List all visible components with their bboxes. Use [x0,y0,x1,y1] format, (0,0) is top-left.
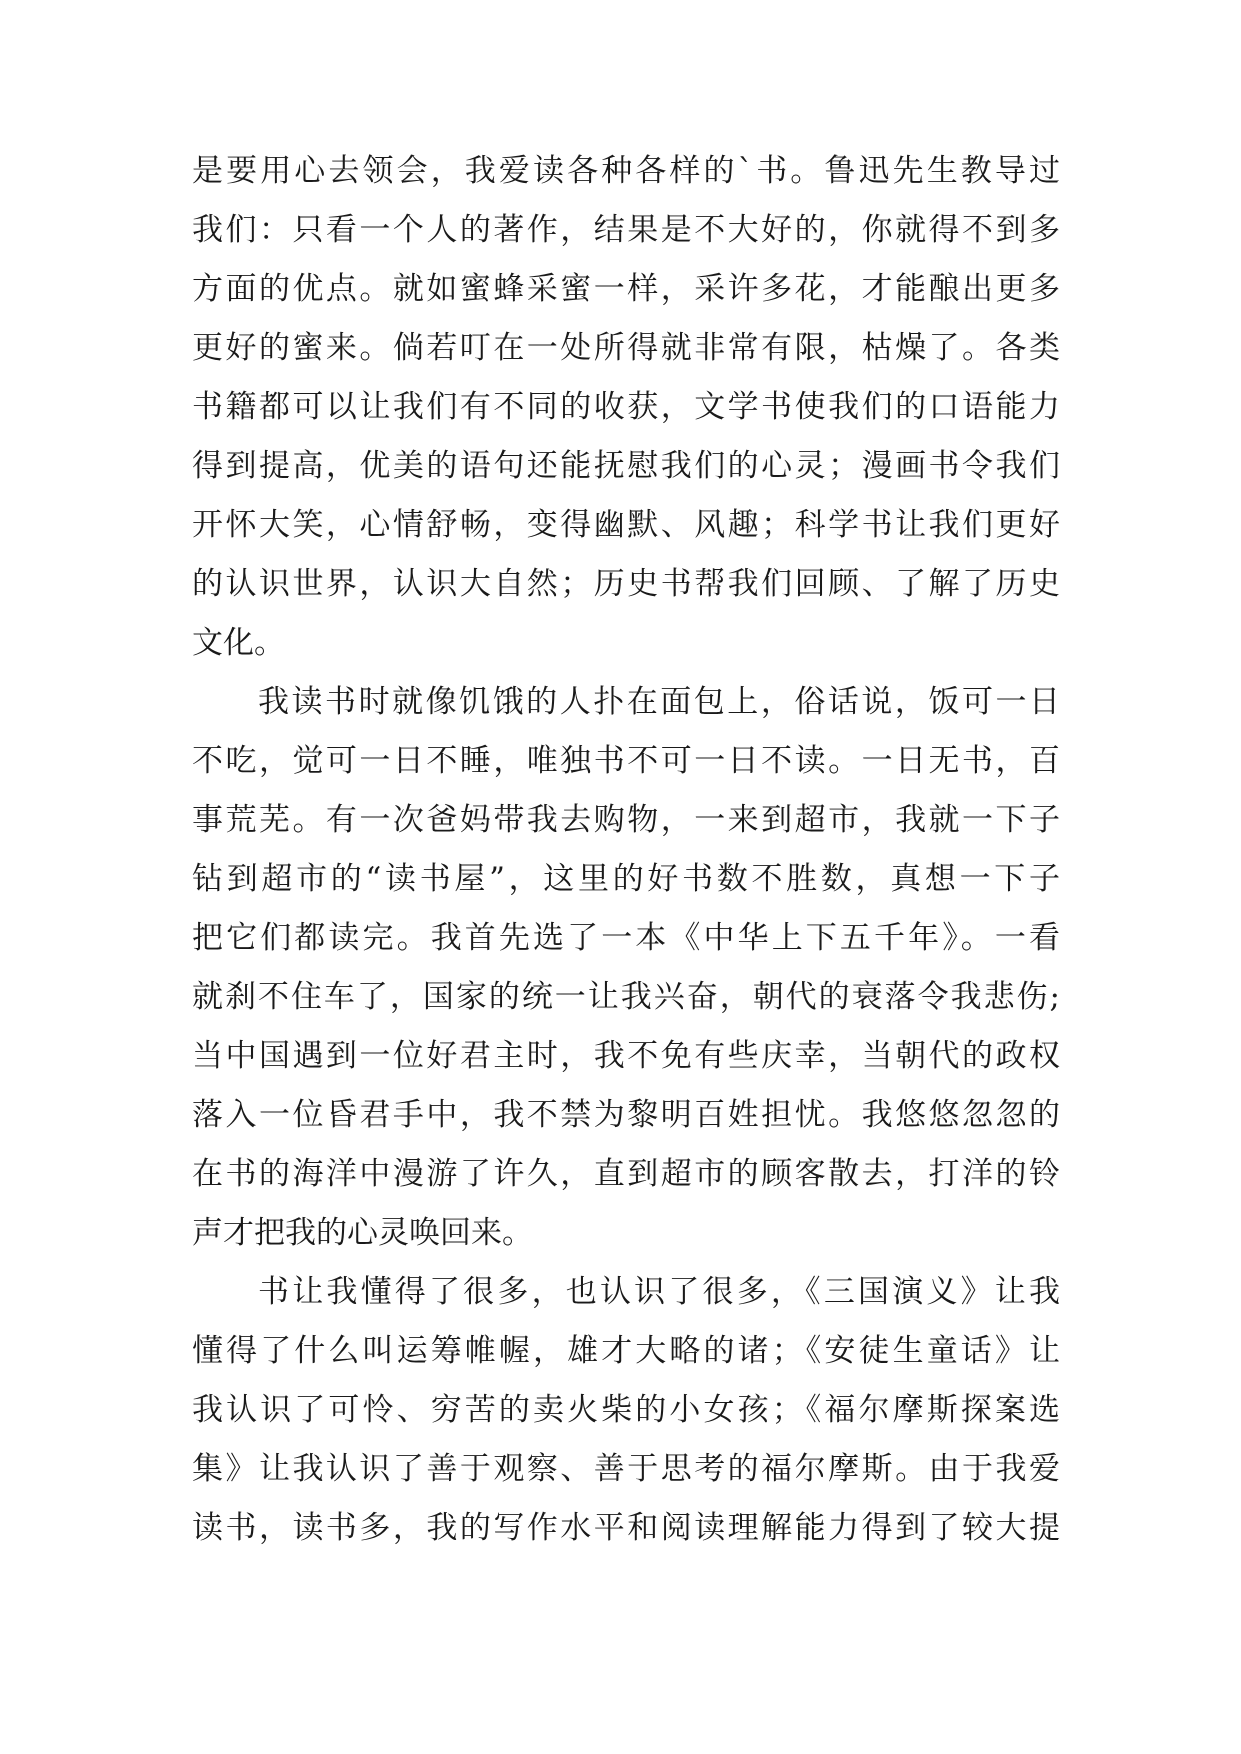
text-line: 读书，读书多，我的写作水平和阅读理解能力得到了较大提 [192,1510,1060,1546]
text-line: 集》让我认识了善于观察、善于思考的福尔摩斯。由于我爱 [192,1451,1060,1487]
text-line: 文化。 [192,625,285,661]
text-line: 就刹不住车了，国家的统一让我兴奋，朝代的衰落令我悲伤; [192,979,1060,1015]
text-line: 我认识了可怜、穷苦的卖火柴的小女孩；《福尔摩斯探案选 [192,1392,1060,1428]
text-line: 我读书时就像饥饿的人扑在面包上，俗话说，饭可一日 [258,684,1060,720]
text-line: 懂得了什么叫运筹帷幄，雄才大略的诸；《安徒生童话》让 [192,1333,1060,1369]
text-line: 更好的蜜来。倘若叮在一处所得就非常有限，枯燥了。各类 [192,330,1060,366]
text-line: 得到提高，优美的语句还能抚慰我们的心灵；漫画书令我们 [192,448,1060,484]
body-text [192,142,1060,1558]
text-line: 的认识世界，认识大自然；历史书帮我们回顾、了解了历史 [192,566,1060,602]
text-line: 把它们都读完。我首先选了一本《中华上下五千年》。一看 [192,920,1060,956]
text-line: 我们：只看一个人的著作，结果是不大好的，你就得不到多 [192,212,1060,248]
text-line: 书让我懂得了很多，也认识了很多，《三国演义》让我 [258,1274,1060,1310]
text-line: 方面的优点。就如蜜蜂采蜜一样，采许多花，才能酿出更多 [192,271,1060,307]
text-line: 在书的海洋中漫游了许久，直到超市的顾客散去，打洋的铃 [192,1156,1060,1192]
text-line: 事荒芜。有一次爸妈带我去购物，一来到超市，我就一下子 [192,802,1060,838]
text-line: 开怀大笑，心情舒畅，变得幽默、风趣；科学书让我们更好 [192,507,1060,543]
text-line: 书籍都可以让我们有不同的收获，文学书使我们的口语能力 [192,389,1060,425]
text-line: 声才把我的心灵唤回来。 [192,1215,533,1251]
text-line: 不吃，觉可一日不睡，唯独书不可一日不读。一日无书，百 [192,743,1060,779]
text-line: 是要用心去领会，我爱读各种各样的`书。鲁迅先生教导过 [192,153,1060,189]
text-line: 落入一位昏君手中，我不禁为黎明百姓担忧。我悠悠忽忽的 [192,1097,1060,1133]
text-line: 钻到超市的“读书屋”，这里的好书数不胜数，真想一下子 [192,861,1060,897]
text-line: 当中国遇到一位好君主时，我不免有些庆幸，当朝代的政权 [192,1038,1060,1074]
